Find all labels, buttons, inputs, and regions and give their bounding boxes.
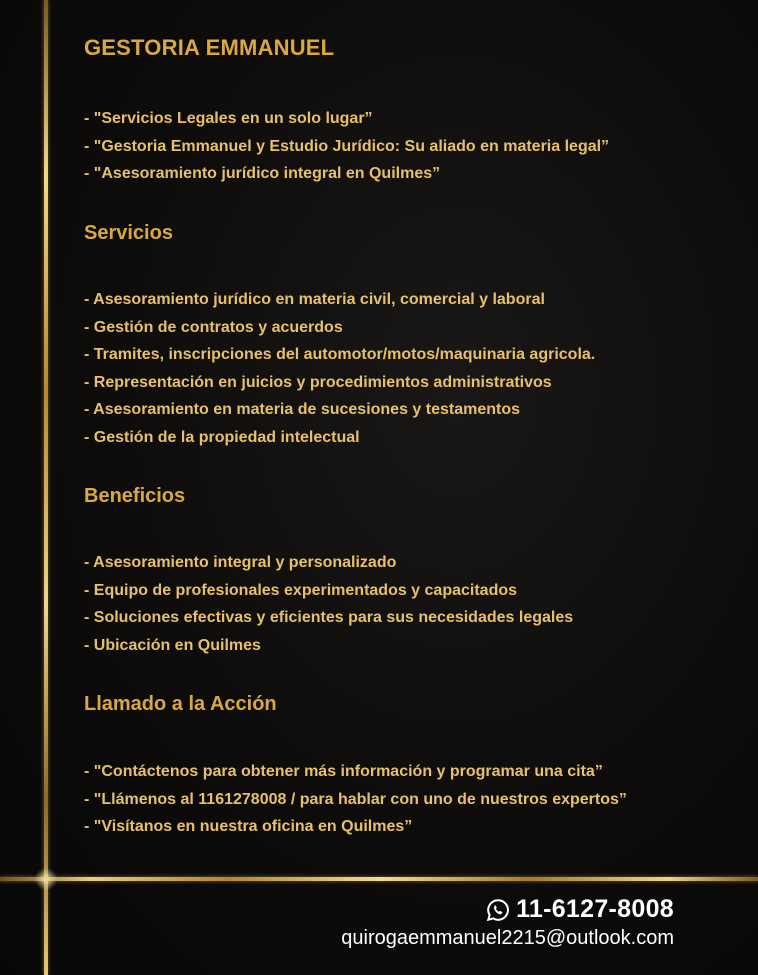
gold-vertical-line	[44, 0, 48, 975]
gold-horizontal-line	[0, 877, 758, 881]
phone-number: 11-6127-8008	[516, 895, 674, 923]
benefit-item: - Soluciones efectivas y eficientes para sus necesidades legales	[84, 609, 574, 627]
benefits-list	[84, 549, 573, 659]
tagline-item: - "Asesoramiento jurídico integral en Quilmes”	[84, 165, 441, 183]
phone-contact[interactable]	[486, 895, 674, 924]
service-item: - Representación en juicios y procedimientos administrativos	[84, 373, 552, 391]
tagline-item: - "Gestoria Emmanuel y Estudio Jurídico: Su aliado en materia legal”	[84, 137, 610, 155]
service-item: - Gestión de la propiedad intelectual	[84, 428, 360, 446]
cta-item: - "Contáctenos para obtener más información y programar una cita”	[84, 763, 603, 780]
service-item: - Asesoramiento en materia de sucesiones y testamentos	[84, 401, 521, 419]
benefit-item: - Asesoramiento integral y personalizado	[84, 554, 397, 571]
page-title: GESTORIA EMMANUEL	[84, 35, 335, 60]
benefit-item: - Ubicación en Quilmes	[84, 636, 261, 654]
tagline-list	[84, 105, 609, 188]
call-to-action-heading: Llamado a la Acción	[84, 693, 277, 715]
service-item: - Tramites, inscripciones del automotor/motos/maquinaria agricola.	[84, 346, 596, 364]
whatsapp-icon	[486, 898, 510, 922]
cta-item: - "Visítanos en nuestra oficina en Quilmes”	[84, 818, 413, 836]
cta-item: - "Llámenos al 1161278008 / para hablar con uno de nuestros expertos”	[84, 790, 627, 808]
benefits-heading: Beneficios	[84, 485, 186, 507]
service-item: - Gestión de contratos y acuerdos	[84, 318, 343, 336]
call-to-action-list	[84, 758, 627, 841]
benefit-item: - Equipo de profesionales experimentados y capacitados	[84, 581, 518, 599]
email-address[interactable]: quirogaemmanuel2215@outlook.com	[341, 927, 674, 949]
service-item: - Asesoramiento jurídico en materia civil, comercial y laboral	[84, 291, 545, 308]
services-heading: Servicios	[84, 222, 173, 244]
gold-line-intersection-glow	[34, 868, 58, 890]
tagline-item: - "Servicios Legales en un solo lugar”	[84, 110, 373, 127]
services-list	[84, 286, 595, 452]
